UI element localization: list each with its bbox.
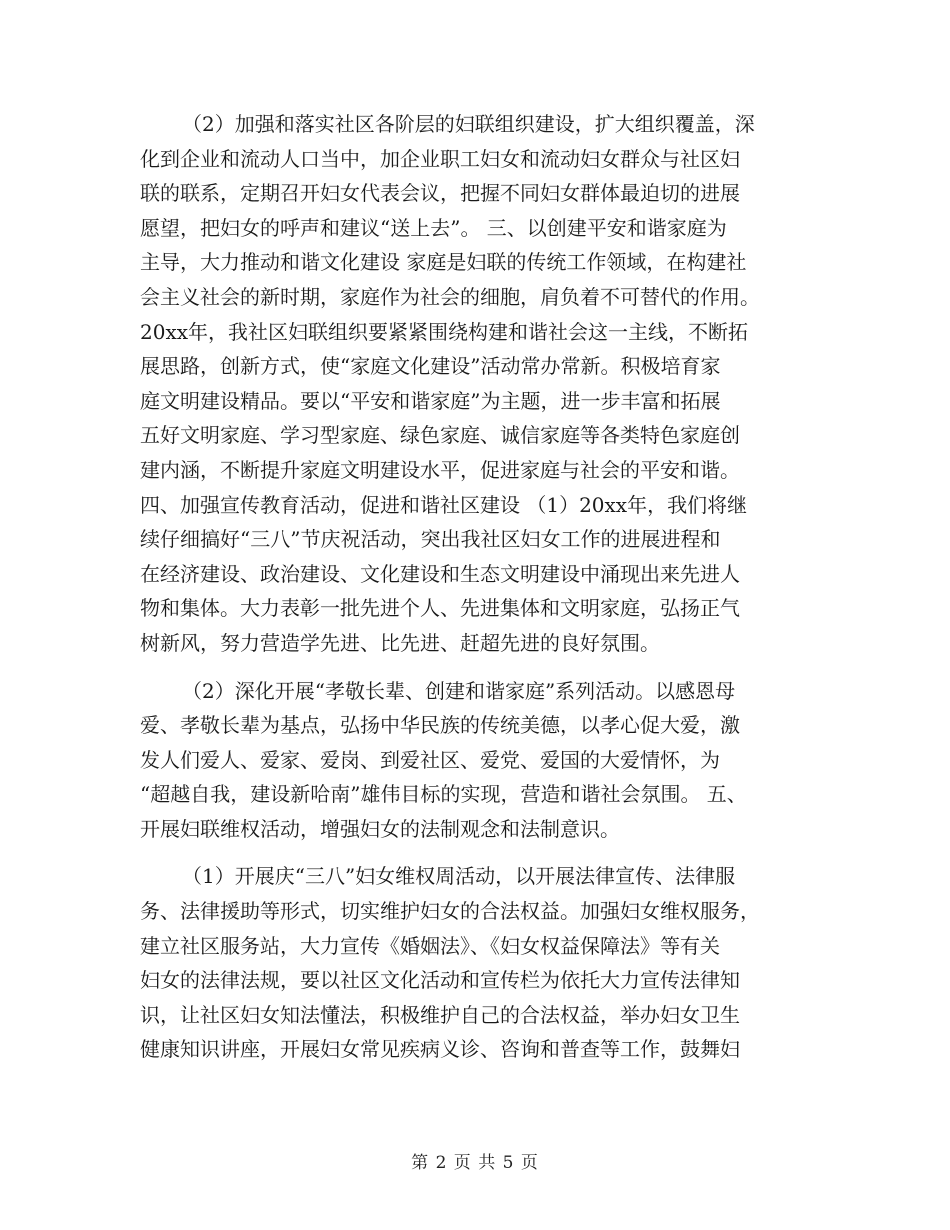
text-line: 发人们爱人、爱家、爱岗、到爱社区、爱党、爱国的大爱情怀，为 — [140, 747, 720, 772]
text-line: 愿望，把妇女的呼声和建议“送上去”。 三、以创建平安和谐家庭为 — [140, 215, 727, 240]
page-number-label: 第 2 页 共 5 页 — [411, 1153, 539, 1173]
text-line: 庭文明建设精品。要以“平安和谐家庭”为主题，进一步丰富和拓展 — [140, 388, 721, 413]
text-line: （2）深化开展“孝敬长辈、创建和谐家庭”系列活动。以感恩母 — [182, 678, 736, 703]
text-line: 会主义社会的新时期，家庭作为社会的细胞，肩负着不可替代的作用。 — [140, 284, 760, 309]
text-line: 建内涵，不断提升家庭文明建设水平，促进家庭与社会的平安和谐。 — [140, 457, 740, 482]
text-line: 爱、孝敬长辈为基点，弘扬中华民族的传统美德，以孝心促大爱，激 — [140, 713, 740, 738]
text-line: 物和集体。大力表彰一批先进个人、先进集体和文明家庭，弘扬正气 — [140, 596, 740, 621]
text-line: 妇女的法律法规，要以社区文化活动和宣传栏为依托大力宣传法律知 — [140, 968, 740, 993]
text-line: （1）开展庆“三八”妇女维权周活动，以开展法律宣传、法律服 — [182, 864, 736, 889]
text-line: （2）加强和落实社区各阶层的妇联组织建设，扩大组织覆盖，深 — [182, 112, 755, 136]
text-line: “超越自我，建设新哈南”雄伟目标的实现，营造和谐社会氛围。 五、 — [140, 782, 747, 807]
text-line: 20xx年，我社区妇联组织要紧紧围绕构建和谐社会这一主线，不断拓 — [140, 319, 749, 344]
text-line: 在经济建设、政治建设、文化建设和生态文明建设中涌现出来先进人 — [140, 561, 740, 586]
text-line: 联的联系，定期召开妇女代表会议，把握不同妇女群体最迫切的进展 — [140, 181, 740, 206]
text-line: 务、法律援助等形式，切实维护妇女的合法权益。加强妇女维权服务， — [140, 899, 760, 924]
text-line: 展思路，创新方式，使“家庭文化建设”活动常办常新。积极培育家 — [140, 354, 721, 379]
text-line: 开展妇联维权活动，增强妇女的法制观念和法制意识。 — [140, 816, 620, 841]
text-line: 树新风，努力营造学先进、比先进、赶超先进的良好氛围。 — [140, 630, 660, 655]
text-line: 主导，大力推动和谐文化建设 家庭是妇联的传统工作领域，在构建社 — [140, 250, 747, 275]
body-text — [140, 107, 840, 1067]
text-line: 五好文明家庭、学习型家庭、绿色家庭、诚信家庭等各类特色家庭创 — [140, 423, 740, 448]
text-line: 续仔细搞好“三八”节庆祝活动，突出我社区妇女工作的进展进程和 — [140, 527, 721, 552]
page-footer — [0, 1148, 950, 1173]
text-line: 四、加强宣传教育活动，促进和谐社区建设 （1）20xx年，我们将继 — [140, 492, 748, 517]
text-line: 化到企业和流动人口当中，加企业职工妇女和流动妇女群众与社区妇 — [140, 146, 740, 171]
text-line: 健康知识讲座，开展妇女常见疾病义诊、咨询和普查等工作，鼓舞妇 — [140, 1037, 740, 1062]
text-line: 建立社区服务站，大力宣传《婚姻法》、《妇女权益保障法》等有关 — [140, 933, 720, 958]
text-line: 识，让社区妇女知法懂法，积极维护自己的合法权益，举办妇女卫生 — [140, 1002, 740, 1027]
